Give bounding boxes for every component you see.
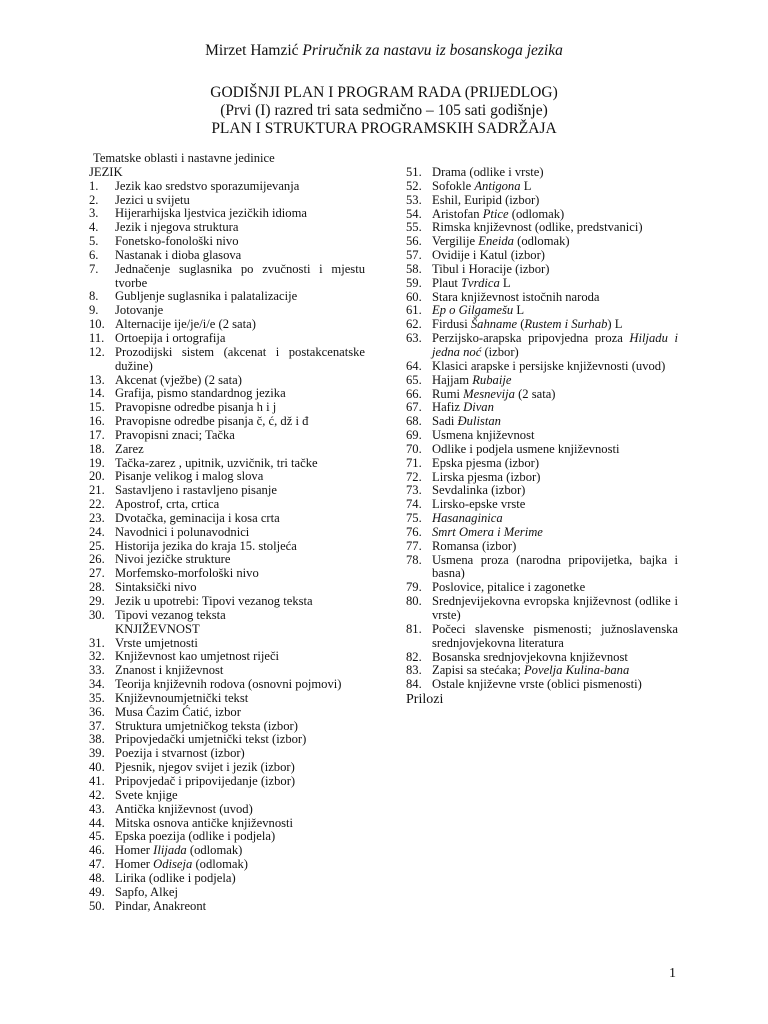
item-text: Sadi Đulistan (432, 414, 501, 429)
title-line-1: GODIŠNJI PLAN I PROGRAM RADA (PRIJEDLOG) (210, 84, 558, 101)
item-number: 71. (406, 455, 422, 470)
list-item (89, 692, 365, 706)
item-text: Lirska pjesma (izbor) (432, 469, 541, 484)
item-text: Ostale književne vrste (oblici pismenosti) (432, 677, 642, 692)
item-text: Književnoumjetnički tekst (115, 690, 249, 705)
list-item (406, 194, 678, 208)
item-number: 10. (89, 317, 105, 332)
list-item (406, 457, 678, 471)
list-item (406, 249, 678, 263)
item-number: 14. (89, 386, 105, 401)
item-number: 27. (89, 566, 105, 581)
item-number: 53. (406, 192, 422, 207)
item-text: Pravopisne odredbe pisanja č, ć, dž i đ (115, 414, 309, 429)
item-number: 73. (406, 483, 422, 498)
list-item (89, 637, 365, 651)
item-text: Svete knjige (115, 787, 178, 802)
list-item (89, 595, 365, 609)
item-number: 42. (89, 787, 105, 802)
item-number: 63. (406, 331, 422, 346)
item-text: Plaut Tvrdica L (432, 275, 511, 290)
item-text: Pripovjedački umjetnički tekst (izbor) (115, 732, 307, 747)
item-text: Pjesnik, njegov svijet i jezik (izbor) (115, 760, 295, 775)
list-item (89, 609, 365, 623)
knjizevnost-list (89, 637, 365, 914)
item-text: Epska pjesma (izbor) (432, 455, 540, 470)
item-number: 50. (89, 898, 105, 913)
right-column (406, 166, 678, 707)
item-number: 7. (89, 261, 99, 276)
item-text: Tibul i Horacije (izbor) (432, 261, 550, 276)
list-item (89, 484, 365, 498)
list-item (89, 678, 365, 692)
list-item (406, 291, 678, 305)
item-text: Teorija književnih rodova (osnovni pojmovi) (115, 677, 342, 692)
list-item (89, 706, 365, 720)
list-item (89, 346, 365, 374)
item-number: 83. (406, 663, 422, 678)
list-item (406, 304, 678, 318)
item-number: 72. (406, 469, 422, 484)
item-text: Pravopisni znaci; Tačka (115, 427, 235, 442)
item-number: 32. (89, 649, 105, 664)
list-item (89, 581, 365, 595)
list-item (406, 277, 678, 291)
item-text: Jednačenje suglasnika po zvučnosti i mjestu tvorbe (115, 261, 365, 290)
item-text: Prozodijski sistem (akcenat i postakcenatske dužine) (115, 344, 365, 373)
item-text: Lirsko-epske vrste (432, 497, 526, 512)
item-number: 58. (406, 261, 422, 276)
item-number: 5. (89, 234, 99, 249)
item-number: 82. (406, 649, 422, 664)
item-text: Fonetsko-fonološki nivo (115, 234, 239, 249)
item-number: 33. (89, 663, 105, 678)
list-item (406, 471, 678, 485)
item-text: Zapisi sa stećaka; Povelja Kulina-bana (432, 663, 630, 678)
item-text: Hijerarhijska ljestvica jezičkih idioma (115, 206, 307, 221)
item-number: 18. (89, 441, 105, 456)
item-text: Gubljenje suglasnika i palatalizacije (115, 289, 298, 304)
item-number: 8. (89, 289, 99, 304)
list-item (89, 470, 365, 484)
item-number: 74. (406, 497, 422, 512)
list-item (406, 678, 678, 692)
item-number: 55. (406, 220, 422, 235)
list-item (89, 900, 365, 914)
list-item (406, 401, 678, 415)
item-text: Počeci slavenske pismenosti; južnoslavenska srednjovjekovna literatura (432, 621, 678, 650)
item-text: Odlike i podjela usmene književnosti (432, 441, 620, 456)
list-item (406, 235, 678, 249)
item-number: 69. (406, 428, 422, 443)
list-item (89, 830, 365, 844)
list-item (89, 817, 365, 831)
item-number: 65. (406, 372, 422, 387)
list-item (406, 651, 678, 665)
item-number: 64. (406, 358, 422, 373)
item-text: Tačka-zarez , upitnik, uzvičnik, tri tačke (115, 455, 318, 470)
list-item (89, 457, 365, 471)
item-number: 23. (89, 510, 105, 525)
item-text: Epska poezija (odlike i podjela) (115, 829, 276, 844)
item-text: Nivoi jezičke strukture (115, 552, 231, 567)
item-text: Homer Odiseja (odlomak) (115, 857, 248, 872)
item-number: 39. (89, 746, 105, 761)
item-text: Smrt Omera i Merime (432, 524, 543, 539)
list-item (406, 512, 678, 526)
list-item (406, 623, 678, 651)
item-number: 36. (89, 704, 105, 719)
item-number: 76. (406, 524, 422, 539)
list-item (89, 415, 365, 429)
item-number: 30. (89, 607, 105, 622)
item-number: 35. (89, 690, 105, 705)
title-line-2: (Prvi (I) razred tri sata sedmično – 105 sati godišnje) (220, 102, 548, 119)
document-titles (0, 84, 768, 138)
list-item (406, 332, 678, 360)
list-item (89, 872, 365, 886)
item-number: 49. (89, 884, 105, 899)
item-number: 13. (89, 372, 105, 387)
item-text: Sintaksički nivo (115, 580, 197, 595)
list-item (89, 844, 365, 858)
item-number: 3. (89, 206, 99, 221)
list-item (406, 415, 678, 429)
item-text: Perzijsko-arapska pripovjedna proza Hiljadu i jedna noć (izbor) (432, 331, 678, 359)
item-text: Jotovanje (115, 303, 164, 318)
knjizevnost-list-continued (406, 166, 678, 692)
item-number: 61. (406, 303, 422, 318)
item-number: 38. (89, 732, 105, 747)
item-number: 68. (406, 414, 422, 429)
item-text: Poslovice, pitalice i zagonetke (432, 580, 586, 595)
item-text: Firdusi Šahname (Rustem i Surhab) L (432, 317, 623, 332)
list-item (89, 498, 365, 512)
item-text: Struktura umjetničkog teksta (izbor) (115, 718, 298, 733)
item-number: 48. (89, 870, 105, 885)
item-text: Apostrof, crta, crtica (115, 497, 220, 512)
item-text: Lirika (odlike i podjela) (115, 870, 236, 885)
item-number: 80. (406, 594, 422, 609)
item-text: Morfemsko-morfološki nivo (115, 566, 259, 581)
item-text: Ep o Gilgamešu L (432, 303, 525, 318)
item-text: Homer Ilijada (odlomak) (115, 843, 243, 858)
item-number: 4. (89, 220, 99, 235)
item-number: 19. (89, 455, 105, 470)
list-item (89, 221, 365, 235)
running-header (0, 42, 768, 60)
jezik-list (89, 180, 365, 623)
item-number: 34. (89, 677, 105, 692)
item-number: 56. (406, 234, 422, 249)
list-item (406, 318, 678, 332)
item-text: Hafiz Divan (432, 400, 494, 415)
item-text: Sastavljeno i rastavljeno pisanje (115, 483, 277, 498)
item-number: 75. (406, 511, 422, 526)
list-item (89, 194, 365, 208)
list-item (406, 374, 678, 388)
item-number: 17. (89, 427, 105, 442)
list-item (89, 540, 365, 554)
item-text: Znanost i književnost (115, 663, 224, 678)
list-item (406, 360, 678, 374)
list-item (89, 775, 365, 789)
item-text: Romansa (izbor) (432, 538, 517, 553)
list-item (89, 332, 365, 346)
list-item (89, 858, 365, 872)
item-number: 60. (406, 289, 422, 304)
list-item (406, 180, 678, 194)
item-text: Drama (odlike i vrste) (432, 165, 544, 179)
list-item (406, 166, 678, 180)
list-item (89, 747, 365, 761)
item-number: 15. (89, 400, 105, 415)
item-number: 6. (89, 247, 99, 262)
list-item (89, 387, 365, 401)
item-number: 77. (406, 538, 422, 553)
item-text: Jezici u svijetu (115, 192, 190, 207)
list-item (89, 720, 365, 734)
item-text: Bosanska srednjovjekovna književnost (432, 649, 628, 664)
item-number: 57. (406, 248, 422, 263)
list-item (406, 526, 678, 540)
list-item (89, 761, 365, 775)
item-number: 2. (89, 192, 99, 207)
title-line-3: PLAN I STRUKTURA PROGRAMSKIH SADRŽAJA (211, 120, 557, 137)
item-text: Pisanje velikog i malog slova (115, 469, 264, 484)
item-number: 37. (89, 718, 105, 733)
list-item (89, 304, 365, 318)
item-number: 52. (406, 178, 422, 193)
item-text: Usmena književnost (432, 428, 535, 443)
header-book-title: Priručnik za nastavu iz bosanskoga jezika (302, 42, 563, 59)
item-text: Historija jezika do kraja 15. stoljeća (115, 538, 297, 553)
item-text: Grafija, pismo standardnog jezika (115, 386, 286, 401)
list-item (89, 443, 365, 457)
list-item (89, 249, 365, 263)
list-item (89, 429, 365, 443)
item-text: Hasanaginica (432, 511, 503, 526)
item-number: 44. (89, 815, 105, 830)
item-number: 24. (89, 524, 105, 539)
item-number: 45. (89, 829, 105, 844)
list-item (89, 374, 365, 388)
section-label-jezik: JEZIK (89, 164, 123, 179)
item-number: 16. (89, 414, 105, 429)
list-item (406, 554, 678, 582)
item-text: Vrste umjetnosti (115, 635, 198, 650)
list-item (406, 429, 678, 443)
item-text: Poezija i stvarnost (izbor) (115, 746, 245, 761)
item-text: Mitska osnova antičke književnosti (115, 815, 294, 830)
list-item (89, 664, 365, 678)
item-number: 28. (89, 580, 105, 595)
item-text: Rimska književnost (odlike, predstvanici) (432, 220, 643, 235)
list-item (406, 581, 678, 595)
item-number: 66. (406, 386, 422, 401)
list-item (406, 664, 678, 678)
item-text: Pravopisne odredbe pisanja h i j (115, 400, 277, 415)
item-number: 20. (89, 469, 105, 484)
item-number: 62. (406, 317, 422, 332)
item-text: Akcenat (vježbe) (2 sata) (115, 372, 242, 387)
item-text: Sevdalinka (izbor) (432, 483, 526, 498)
item-number: 40. (89, 760, 105, 775)
item-number: 78. (406, 552, 422, 567)
prilozi-label: Prilozi (406, 692, 444, 708)
item-number: 29. (89, 594, 105, 608)
item-text: Pripovjedač i pripovijedanje (izbor) (115, 773, 296, 788)
item-number: 51. (406, 165, 422, 179)
item-number: 9. (89, 303, 99, 318)
item-text: Vergilije Eneida (odlomak) (432, 234, 570, 249)
item-text: Zarez (115, 441, 144, 456)
item-text: Ovidije i Katul (izbor) (432, 248, 545, 263)
item-number: 54. (406, 206, 422, 221)
item-number: 79. (406, 580, 422, 595)
section-label-knjizevnost: KNJIŽEVNOST (115, 621, 200, 636)
list-item (89, 401, 365, 415)
item-text: Pindar, Anakreont (115, 898, 207, 913)
header-author: Mirzet Hamzić (205, 42, 299, 59)
item-number: 31. (89, 635, 105, 650)
list-item (89, 733, 365, 747)
list-item (89, 512, 365, 526)
list-item (89, 886, 365, 900)
item-number: 84. (406, 677, 422, 692)
list-item (89, 526, 365, 540)
item-text: Sofokle Antigona L (432, 178, 532, 193)
item-text: Aristofan Ptice (odlomak) (432, 206, 565, 221)
item-number: 43. (89, 801, 105, 816)
item-text: Antička književnost (uvod) (115, 801, 253, 816)
item-number: 25. (89, 538, 105, 553)
item-text: Sapfo, Alkej (115, 884, 178, 899)
list-item (406, 388, 678, 402)
list-item (89, 650, 365, 664)
item-text: Klasici arapske i persijske književnosti (uvod) (432, 358, 666, 373)
list-item (89, 567, 365, 581)
list-item (89, 553, 365, 567)
item-text: Nastanak i dioba glasova (115, 247, 242, 262)
item-text: Jezik u upotrebi: Tipovi vezanog teksta (115, 594, 313, 608)
list-item (406, 540, 678, 554)
item-text: Književnost kao umjetnost riječi (115, 649, 280, 664)
item-number: 26. (89, 552, 105, 567)
item-text: Dvotačka, geminacija i kosa crta (115, 510, 280, 525)
item-text: Eshil, Euripid (izbor) (432, 192, 540, 207)
item-number: 70. (406, 441, 422, 456)
item-text: Usmena proza (narodna pripovijetka, bajka i basna) (432, 552, 678, 581)
page-number: 1 (669, 966, 676, 981)
list-item (406, 498, 678, 512)
item-number: 81. (406, 621, 422, 636)
item-number: 11. (89, 330, 105, 345)
item-number: 12. (89, 344, 105, 359)
item-number: 67. (406, 400, 422, 415)
item-number: 1. (89, 178, 99, 193)
list-item (406, 595, 678, 623)
list-item (89, 180, 365, 194)
list-item (89, 207, 365, 221)
item-number: 47. (89, 857, 105, 872)
item-text: Ortoepija i ortografija (115, 330, 226, 345)
list-item (89, 803, 365, 817)
list-item (89, 263, 365, 291)
list-item (406, 208, 678, 222)
item-text: Hajjam Rubaije (432, 372, 512, 387)
item-text: Musa Ćazim Ćatić, izbor (115, 704, 241, 719)
item-number: 41. (89, 773, 105, 788)
list-item (89, 235, 365, 249)
list-item (406, 443, 678, 457)
item-text: Jezik i njegova struktura (115, 220, 239, 235)
list-item (89, 318, 365, 332)
list-item (89, 290, 365, 304)
list-item (406, 221, 678, 235)
item-text: Stara književnost istočnih naroda (432, 289, 600, 304)
item-text: Rumi Mesnevija (2 sata) (432, 386, 556, 401)
list-item (406, 263, 678, 277)
item-text: Navodnici i polunavodnici (115, 524, 250, 539)
left-column (89, 152, 365, 913)
item-text: Srednjevijekovna evropska književnost (odlike i vrste) (432, 594, 678, 622)
list-item (89, 789, 365, 803)
column-heading: Tematske oblasti i nastavne jedinice (93, 151, 275, 165)
item-number: 22. (89, 497, 105, 512)
item-text: Jezik kao sredstvo sporazumijevanja (115, 178, 300, 193)
item-number: 21. (89, 483, 105, 498)
item-number: 59. (406, 275, 422, 290)
item-text: Alternacije ije/je/i/e (2 sata) (115, 317, 256, 332)
list-item (406, 484, 678, 498)
item-number: 46. (89, 843, 105, 858)
item-text: Tipovi vezanog teksta (115, 607, 226, 622)
